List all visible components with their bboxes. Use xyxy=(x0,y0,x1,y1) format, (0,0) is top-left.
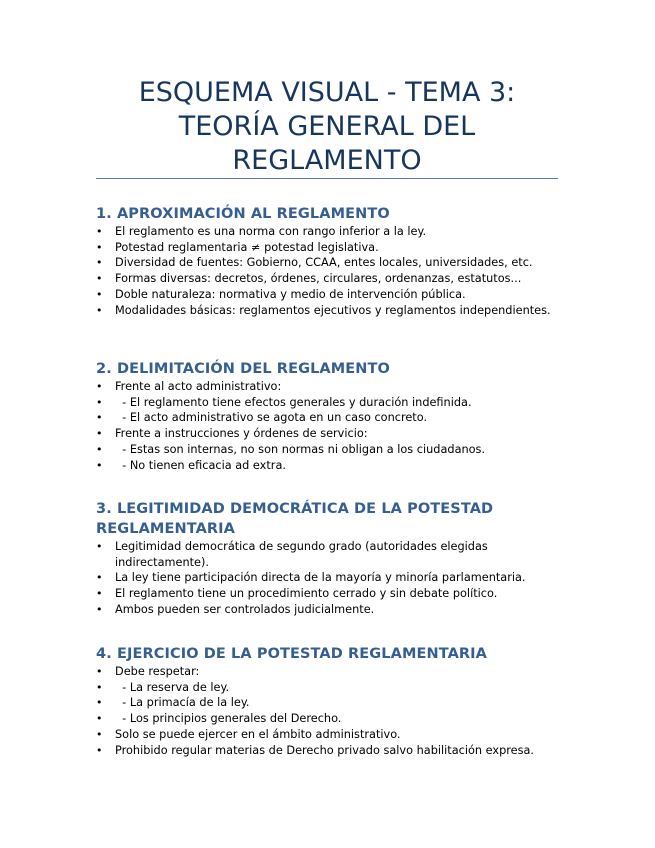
bullet-icon: • xyxy=(96,442,103,456)
list-item-text: Debe respetar: xyxy=(115,665,200,678)
list-item-text: Frente a instrucciones y órdenes de servicio: xyxy=(115,427,368,441)
list-item xyxy=(96,695,558,711)
list-item xyxy=(96,379,558,395)
bullet-icon: • xyxy=(96,680,103,694)
list-item xyxy=(96,711,558,727)
bullet-icon: • xyxy=(96,602,103,616)
section-ejercicio xyxy=(96,644,558,758)
section-heading: 3. LEGITIMIDAD DEMOCRÁTICA DE LA POTESTAD REGLAMENTARIA xyxy=(96,501,494,537)
list-item-text: El reglamento tiene un procedimiento cerrado y sin debate político. xyxy=(115,587,498,601)
bullet-icon: • xyxy=(96,411,103,425)
bullet-icon: • xyxy=(96,380,103,393)
bullet-icon: • xyxy=(96,458,103,472)
list-item-text: Ambos pueden ser controlados judicialmente. xyxy=(115,602,375,616)
list-item-text: - No tienen eficacia ad extra. xyxy=(115,458,286,472)
list-item-text: Legitimidad democrática de segundo grado (autoridades elegidas indirectamente). xyxy=(115,540,488,569)
title-divider xyxy=(96,178,558,179)
list-item-text: Formas diversas: decretos, órdenes, circulares, ordenanzas, estatutos... xyxy=(115,272,522,286)
list-item-text: - El acto administrativo se agota en un caso concreto. xyxy=(115,411,428,425)
list-item xyxy=(96,586,558,602)
list-item xyxy=(96,570,558,586)
list-item xyxy=(96,442,558,458)
list-item-text: Prohibido regular materias de Derecho privado salvo habilitación expresa. xyxy=(115,743,535,757)
bullet-icon: • xyxy=(96,696,103,710)
list-item-text: La ley tiene participación directa de la mayoría y minoría parlamentaria. xyxy=(115,571,526,585)
list-item xyxy=(96,664,558,680)
section-legitimidad xyxy=(96,499,558,618)
bullet-list xyxy=(96,539,558,618)
bullet-icon: • xyxy=(96,712,103,726)
list-item xyxy=(96,287,558,303)
list-item xyxy=(96,539,558,570)
bullet-list xyxy=(96,224,558,318)
bullet-icon: • xyxy=(96,287,103,301)
bullet-icon: • xyxy=(96,540,103,553)
bullet-icon: • xyxy=(96,272,103,286)
section-aproximacion xyxy=(96,204,558,318)
list-item-text: - El reglamento tiene efectos generales y duración indefinida. xyxy=(115,395,472,409)
list-item xyxy=(96,680,558,696)
list-item xyxy=(96,255,558,271)
bullet-list xyxy=(96,664,558,758)
bullet-icon: • xyxy=(96,240,103,254)
bullet-icon: • xyxy=(96,256,103,270)
list-item-text: Modalidades básicas: reglamentos ejecutivos y reglamentos independientes. xyxy=(115,303,551,317)
list-item xyxy=(96,743,558,759)
list-item-text: El reglamento es una norma con rango inferior a la ley. xyxy=(115,225,427,238)
bullet-icon: • xyxy=(96,587,103,601)
bullet-list xyxy=(96,379,558,473)
section-delimitacion xyxy=(96,359,558,473)
list-item xyxy=(96,410,558,426)
bullet-icon: • xyxy=(96,395,103,409)
bullet-icon: • xyxy=(96,727,103,741)
bullet-icon: • xyxy=(96,427,103,441)
list-item-text: Frente al acto administrativo: xyxy=(115,380,282,393)
list-item xyxy=(96,602,558,618)
list-item xyxy=(96,303,558,319)
section-heading: 4. EJERCICIO DE LA POTESTAD REGLAMENTARIA xyxy=(96,646,487,662)
section-heading: 2. DELIMITACIÓN DEL REGLAMENTO xyxy=(96,361,390,377)
list-item-text: Doble naturaleza: normativa y medio de intervención pública. xyxy=(115,287,466,301)
list-item-text: Solo se puede ejercer en el ámbito administrativo. xyxy=(115,727,401,741)
list-item-text: Diversidad de fuentes: Gobierno, CCAA, entes locales, universidades, etc. xyxy=(115,256,533,270)
bullet-icon: • xyxy=(96,303,103,317)
list-item-text: - Estas son internas, no son normas ni obligan a los ciudadanos. xyxy=(115,442,486,456)
list-item xyxy=(96,224,558,240)
section-heading: 1. APROXIMACIÓN AL REGLAMENTO xyxy=(96,206,390,222)
bullet-icon: • xyxy=(96,571,103,585)
list-item-text: Potestad reglamentaria ≠ potestad legislativa. xyxy=(115,240,379,254)
list-item xyxy=(96,271,558,287)
list-item-text: - La reserva de ley. xyxy=(115,680,230,694)
bullet-icon: • xyxy=(96,743,103,757)
list-item-text: - Los principios generales del Derecho. xyxy=(115,712,342,726)
list-item xyxy=(96,240,558,256)
bullet-icon: • xyxy=(96,225,103,238)
list-item-text: - La primacía de la ley. xyxy=(115,696,250,710)
bullet-icon: • xyxy=(96,665,103,678)
document-title: ESQUEMA VISUAL - TEMA 3: TEORÍA GENERAL DEL REGLAMENTO xyxy=(138,77,516,176)
list-item xyxy=(96,395,558,411)
list-item xyxy=(96,458,558,474)
list-item xyxy=(96,426,558,442)
list-item xyxy=(96,727,558,743)
